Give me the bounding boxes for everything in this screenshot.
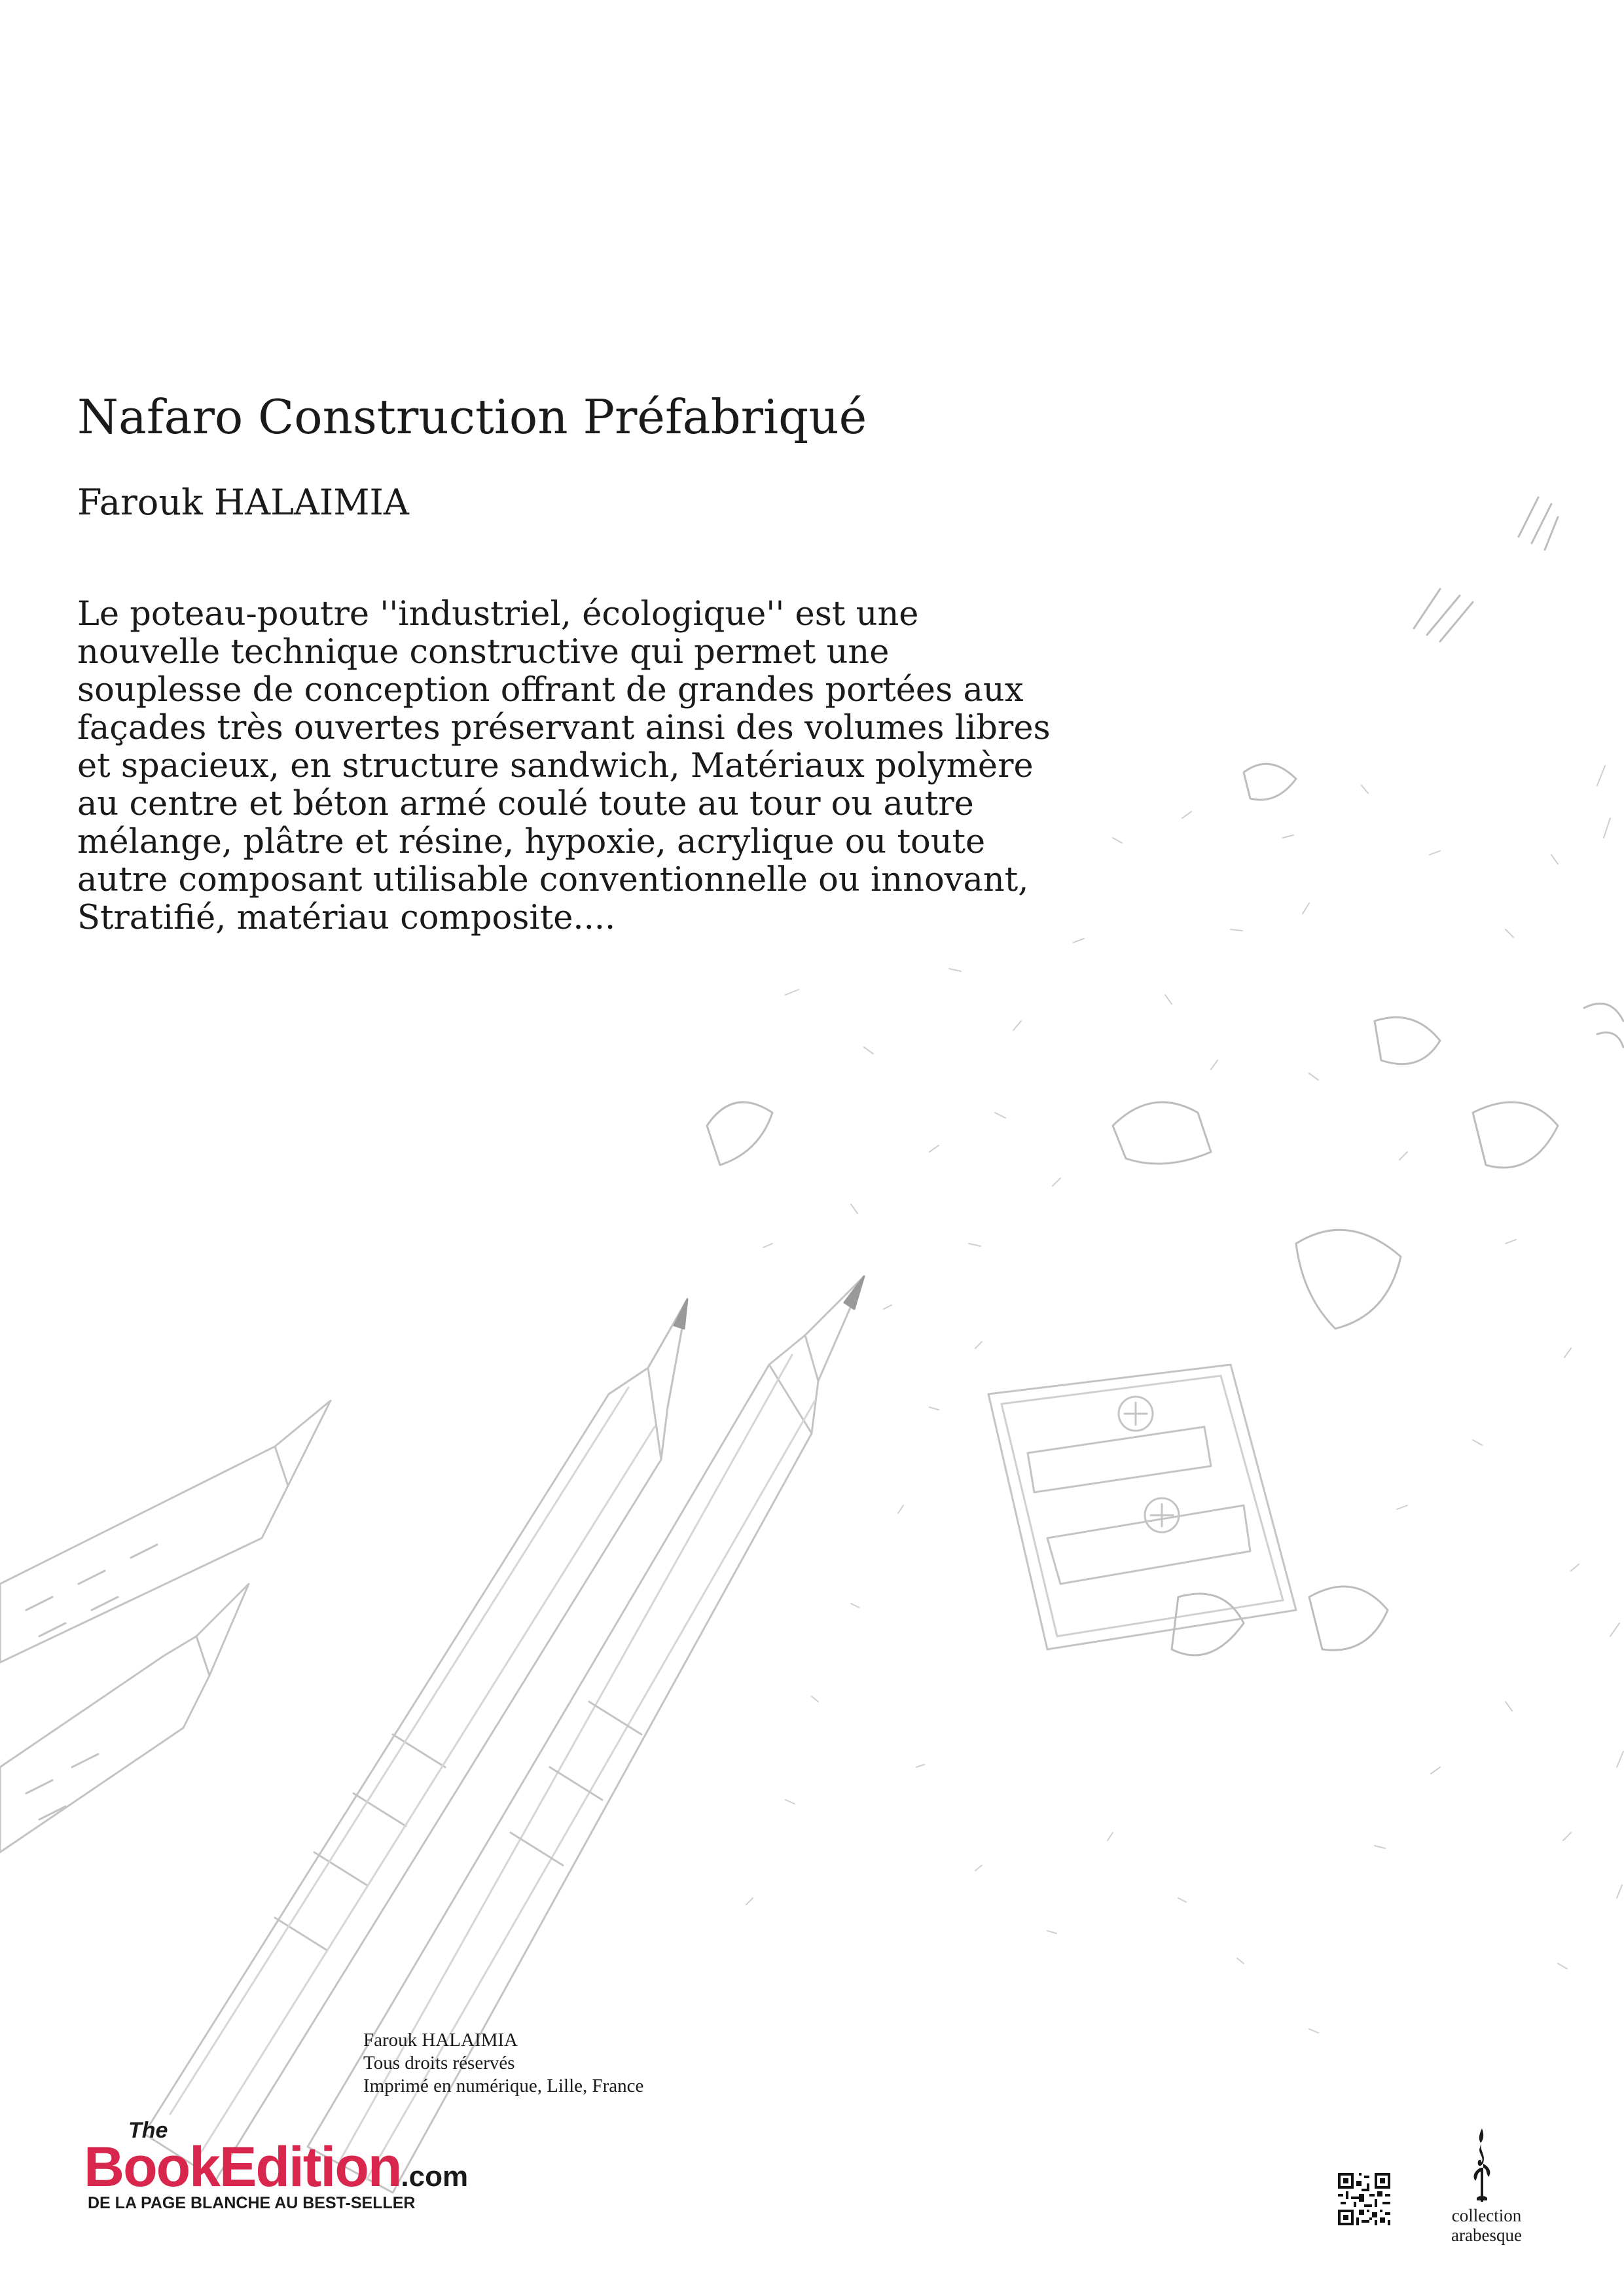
logo-name: BookEdition xyxy=(84,2136,401,2198)
collection-label xyxy=(1437,2206,1536,2245)
bookedition-logo xyxy=(84,2118,490,2216)
credits-printed: Imprimé en numérique, Lille, France xyxy=(363,2075,644,2096)
arabesque-emblem-icon xyxy=(1460,2127,1506,2206)
shaving-specks xyxy=(746,766,1623,2033)
book-title: Nafaro Construction Préfabriqué xyxy=(77,389,867,444)
logo-suffix: .com xyxy=(401,2161,469,2193)
pencil-sharpener xyxy=(988,1365,1296,1649)
credits-author: Farouk HALAIMIA xyxy=(363,2030,518,2051)
book-author: Farouk HALAIMIA xyxy=(77,482,409,523)
collection-line-2: arabesque xyxy=(1451,2225,1522,2245)
credits-rights: Tous droits réservés xyxy=(363,2053,515,2073)
pencil-4 xyxy=(0,1584,249,1852)
qr-code-icon xyxy=(1335,2170,1393,2228)
logo-tagline: DE LA PAGE BLANCHE AU BEST-SELLER xyxy=(88,2194,416,2212)
pencil-3 xyxy=(0,1401,331,1662)
credits-block xyxy=(363,2029,643,2098)
logo-prefix: The xyxy=(128,2118,168,2143)
collection-line-1: collection xyxy=(1451,2206,1522,2225)
book-summary: Le poteau-poutre ''industriel, écologique'' est une nouvelle technique constructive qui permet une souplesse de conception offrant de grandes portées aux façades très ouvertes préservant ainsi des volumes libres et spacieux, en structure sandwich, Matériaux polymère au centre et béton armé coulé toute au tour ou autre mélange, plâtre et résine, hypoxie, acrylique ou toute autre composant utilisable conventionnelle ou innovant, Stratifié, matériau composite.... xyxy=(77,595,1051,937)
logo-wordmark xyxy=(84,2135,468,2200)
